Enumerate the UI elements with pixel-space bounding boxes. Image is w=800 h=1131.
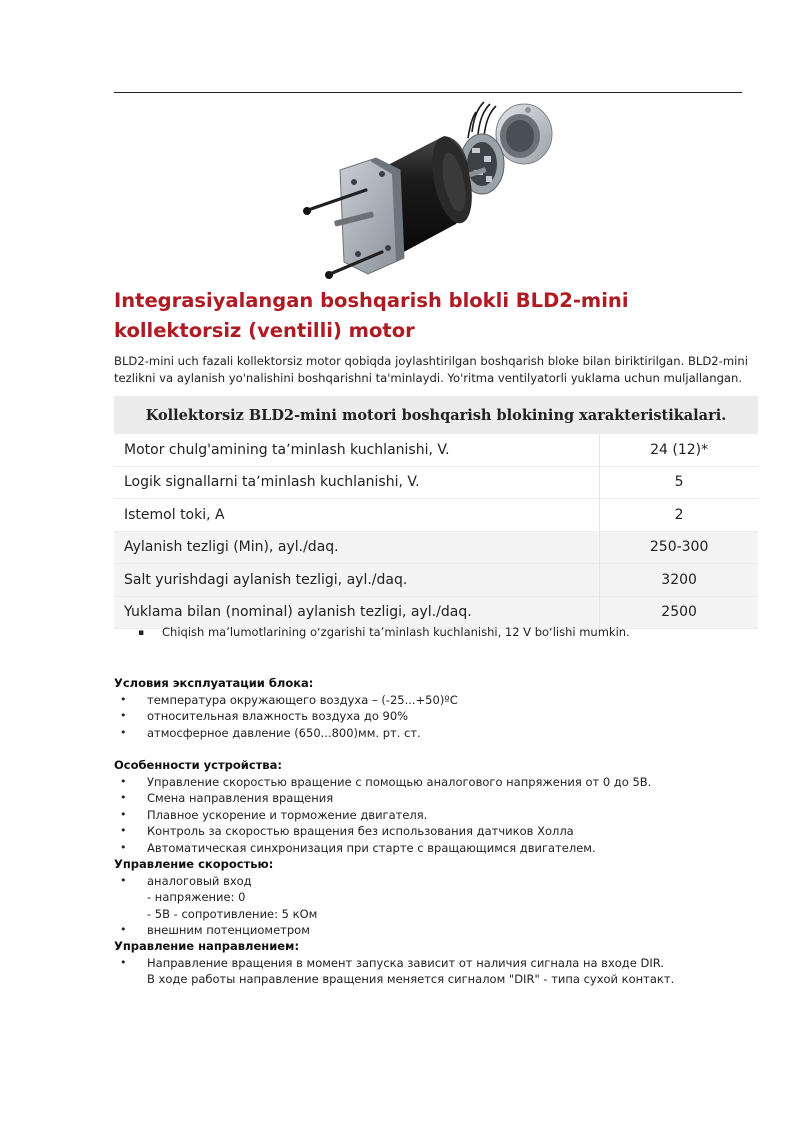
features-list (114, 774, 651, 856)
list-item-continuation: В ходе работы направление вращения меняется сигналом "DIR" - типа сухой контакт. (147, 972, 675, 987)
spec-name: Motor chulg'amining taʼminlash kuchlanishi, V. (124, 441, 450, 458)
speed-control-list (114, 873, 317, 939)
title-line-2: kollektorsiz (ventilli) motor (114, 319, 415, 342)
table-row (114, 434, 758, 467)
spec-table (114, 396, 758, 629)
list-item: • Контроль за скоростью вращения без использования датчиков Холла (120, 824, 574, 839)
bullet-icon: • (120, 807, 127, 821)
bullet-icon: • (120, 725, 127, 739)
bullet-icon: • (120, 709, 127, 723)
table-row (114, 564, 758, 597)
list-item: • температура окружающего воздуха – (-25...+50)ºС (120, 693, 458, 707)
bullet-icon: • (120, 791, 127, 805)
bullet-icon: • (120, 693, 127, 706)
square-bullet-icon: ▪ (138, 627, 145, 638)
spec-value: 250-300 (599, 532, 758, 564)
spec-name: Logik signallarni taʼminlash kuchlanishi, V. (124, 474, 420, 491)
direction-control-heading: Управление направлением: (114, 939, 300, 953)
intro-paragraph (114, 353, 759, 387)
top-rule (114, 92, 742, 93)
list-item: • Плавное ускорение и торможение двигателя. (120, 807, 428, 822)
list-item: • Смена направления вращения (120, 791, 334, 806)
list-item: • Управление скоростью вращение с помощью аналогового напряжения от 0 до 5В. (120, 775, 652, 789)
table-footnote (138, 625, 630, 639)
list-item: • Направление вращения в момент запуска зависит от наличия сигнала на входе DIR. (120, 956, 664, 970)
spec-name: Salt yurishdagi aylanish tezligi, ayl./daq. (124, 571, 408, 588)
spec-value: 2 (599, 499, 758, 531)
page-title (114, 286, 754, 346)
list-subitem: - 5В - сопротивление: 5 кОм (147, 906, 318, 921)
direction-control-list (114, 955, 674, 988)
intro-line-1: BLD2-mini uch fazali kollektorsiz motor qobiqda joylashtirilgan boshqarish bloke bilan biriktirilgan. BLD2-mini (114, 354, 748, 368)
title-line-1: Integrasiyalangan boshqarish blokli BLD2-mini (114, 289, 629, 312)
spec-value: 24 (12)* (599, 434, 758, 466)
list-subitem: - напряжение: 0 (147, 890, 246, 905)
spec-value: 2500 (599, 597, 758, 629)
list-item: • внешним потенциометром (120, 923, 310, 938)
spec-value: 3200 (599, 564, 758, 596)
table-row (114, 467, 758, 500)
spec-name: Istemol toki, A (124, 506, 225, 523)
intro-line-2: tezlikni va aylanish yo'nalishini boshqarishni ta'minlaydi. Yo'ritma ventilyatorli yuklama uchun muljallangan. (114, 371, 743, 385)
list-item: • атмосферное давление (650...800)мм. рт. ст. (120, 725, 421, 740)
footnote-text: Chiqish maʼlumotlarining oʻzgarishi taʼminlash kuchlanishi, 12 V boʻlishi mumkin. (162, 625, 630, 639)
bullet-icon: • (120, 824, 127, 838)
bullet-icon: • (120, 956, 127, 969)
operating-conditions-list (114, 692, 458, 741)
list-item: • аналоговый вход (120, 874, 252, 888)
spec-table-caption: Kollektorsiz BLD2-mini motori boshqarish blokining xarakteristikalari. (114, 396, 758, 434)
spec-value: 5 (599, 467, 758, 499)
spec-name: Yuklama bilan (nominal) aylanish tezligi, ayl./daq. (124, 604, 472, 621)
speed-control-heading: Управление скоростью: (114, 857, 274, 871)
bullet-icon: • (120, 874, 127, 887)
list-item: • Автоматическая синхронизация при старте с вращающимся двигателем. (120, 840, 596, 855)
motor-image (296, 98, 556, 282)
bullet-icon: • (120, 840, 127, 854)
table-row (114, 499, 758, 532)
operating-conditions-heading: Условия эксплуатации блока: (114, 676, 314, 690)
list-item: • относительная влажность воздуха до 90% (120, 709, 409, 724)
bullet-icon: • (120, 923, 127, 937)
spec-name: Aylanish tezligi (Min), ayl./daq. (124, 539, 339, 556)
bullet-icon: • (120, 775, 127, 788)
features-heading: Особенности устройства: (114, 758, 282, 772)
table-row (114, 532, 758, 565)
